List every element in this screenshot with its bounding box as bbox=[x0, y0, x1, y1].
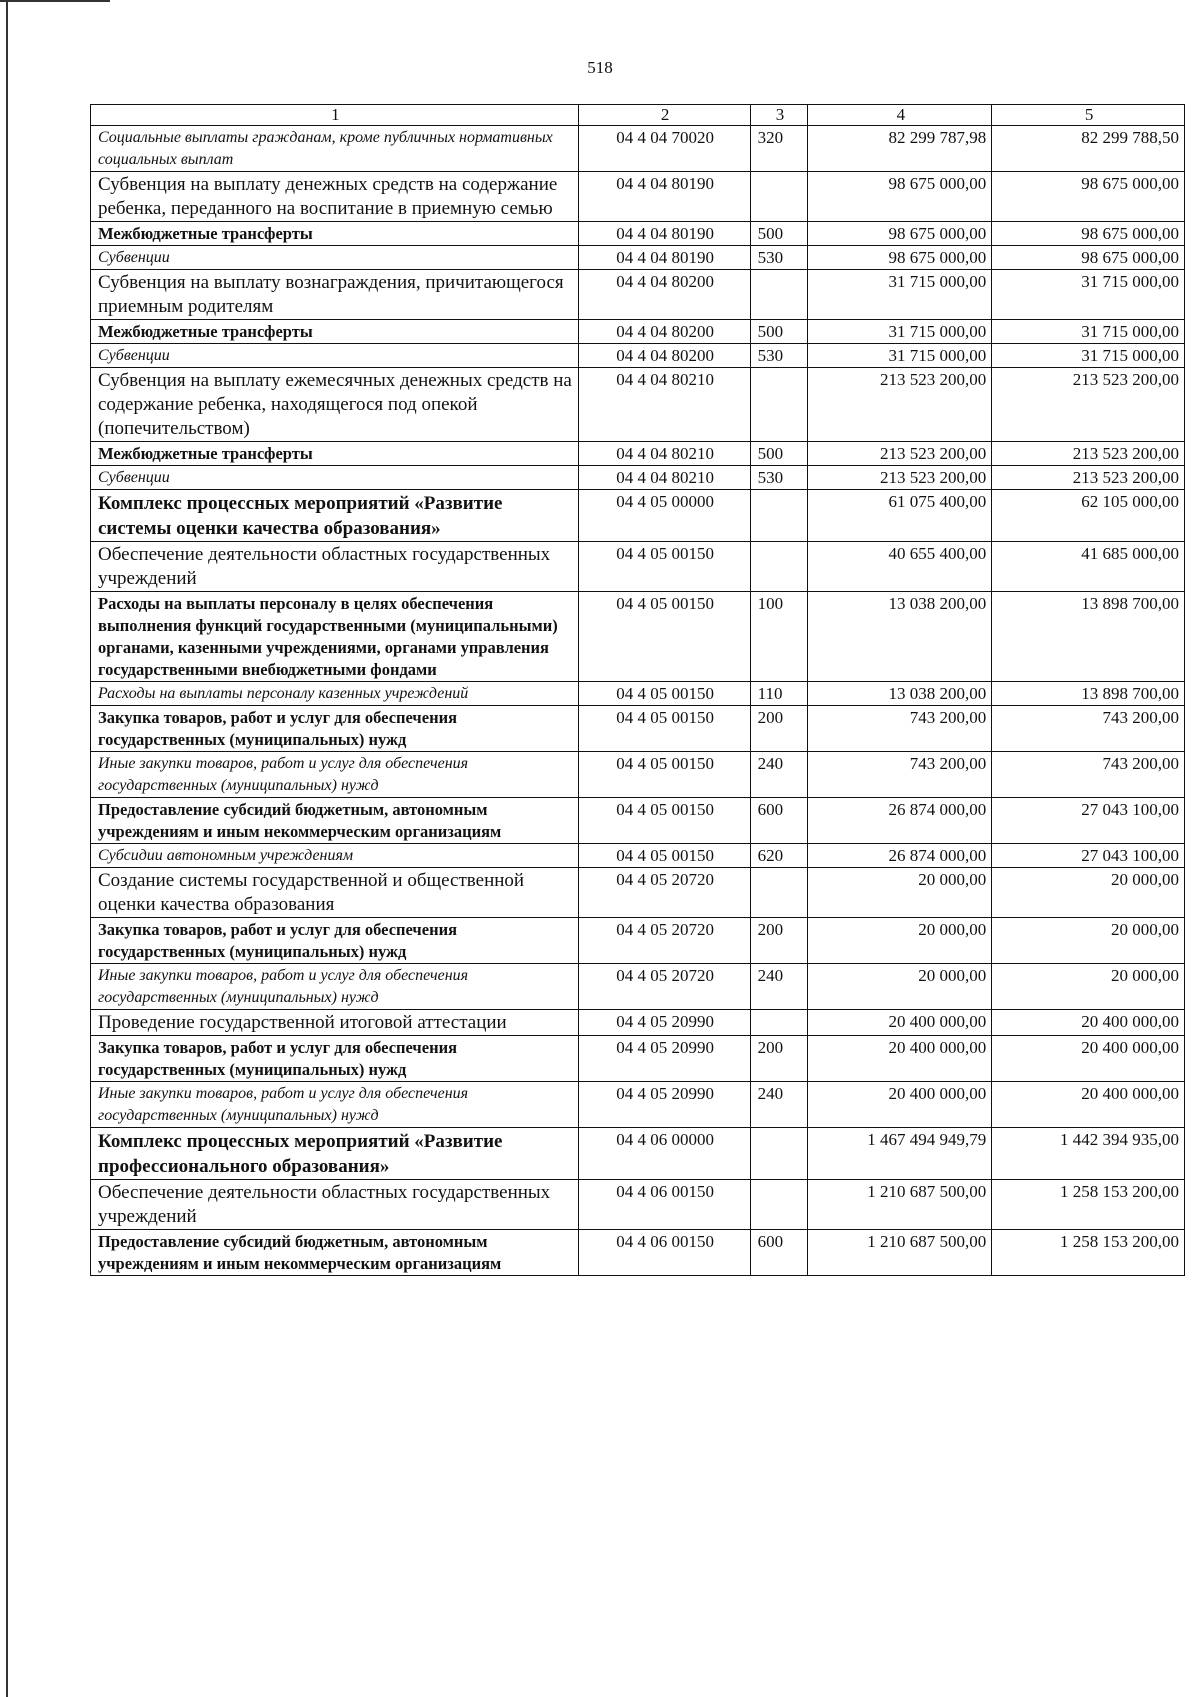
table-header-row bbox=[91, 105, 1185, 126]
row-value-col5-cell: 20 400 000,00 bbox=[992, 1082, 1185, 1128]
table-row bbox=[91, 126, 1185, 172]
row-code-cell: 04 4 05 20720 bbox=[578, 918, 750, 964]
row-type-cell: 240 bbox=[750, 964, 808, 1010]
row-value-col5-cell: 213 523 200,00 bbox=[992, 466, 1185, 490]
column-header-4: 4 bbox=[808, 105, 992, 126]
row-code-cell: 04 4 04 80200 bbox=[578, 320, 750, 344]
row-value-col4-cell: 20 400 000,00 bbox=[808, 1036, 992, 1082]
row-value-col4-cell: 743 200,00 bbox=[808, 706, 992, 752]
row-value-col4-cell: 40 655 400,00 bbox=[808, 542, 992, 592]
row-name-cell: Субсидии автономным учреждениям bbox=[91, 844, 579, 868]
row-type-cell bbox=[750, 542, 808, 592]
row-name-cell: Расходы на выплаты персоналу казенных учреждений bbox=[91, 682, 579, 706]
column-header-2: 2 bbox=[578, 105, 750, 126]
row-name-cell: Проведение государственной итоговой аттестации bbox=[91, 1010, 579, 1036]
row-type-cell: 110 bbox=[750, 682, 808, 706]
row-name-cell: Субвенция на выплату вознаграждения, причитающегося приемным родителям bbox=[91, 270, 579, 320]
row-name-cell: Субвенция на выплату денежных средств на содержание ребенка, переданного на воспитание в приемную семью bbox=[91, 172, 579, 222]
row-value-col4-cell: 1 467 494 949,79 bbox=[808, 1128, 992, 1180]
row-code-cell: 04 4 04 80210 bbox=[578, 368, 750, 442]
row-value-col5-cell: 62 105 000,00 bbox=[992, 490, 1185, 542]
row-code-cell: 04 4 04 80210 bbox=[578, 466, 750, 490]
column-header-3: 3 bbox=[750, 105, 808, 126]
row-value-col5-cell: 20 400 000,00 bbox=[992, 1010, 1185, 1036]
table-row bbox=[91, 344, 1185, 368]
row-value-col5-cell: 31 715 000,00 bbox=[992, 320, 1185, 344]
row-name-cell: Расходы на выплаты персоналу в целях обеспечения выполнения функций государственными (муниципальными) органами, казенными учреждениями, органами управления государственными внебюджетными фондами bbox=[91, 592, 579, 682]
row-code-cell: 04 4 04 80200 bbox=[578, 270, 750, 320]
row-value-col5-cell: 20 000,00 bbox=[992, 868, 1185, 918]
row-code-cell: 04 4 06 00150 bbox=[578, 1230, 750, 1276]
table-row bbox=[91, 844, 1185, 868]
column-header-5: 5 bbox=[992, 105, 1185, 126]
row-value-col4-cell: 20 000,00 bbox=[808, 964, 992, 1010]
row-name-cell: Иные закупки товаров, работ и услуг для обеспечения государственных (муниципальных) нужд bbox=[91, 964, 579, 1010]
table-row bbox=[91, 706, 1185, 752]
row-value-col5-cell: 213 523 200,00 bbox=[992, 442, 1185, 466]
row-value-col5-cell: 31 715 000,00 bbox=[992, 344, 1185, 368]
row-code-cell: 04 4 05 20720 bbox=[578, 964, 750, 1010]
table-row bbox=[91, 490, 1185, 542]
row-value-col4-cell: 743 200,00 bbox=[808, 752, 992, 798]
table-row bbox=[91, 592, 1185, 682]
row-value-col5-cell: 20 000,00 bbox=[992, 918, 1185, 964]
row-name-cell: Межбюджетные трансферты bbox=[91, 320, 579, 344]
row-value-col4-cell: 1 210 687 500,00 bbox=[808, 1180, 992, 1230]
row-value-col4-cell: 20 000,00 bbox=[808, 868, 992, 918]
row-type-cell: 620 bbox=[750, 844, 808, 868]
row-code-cell: 04 4 04 80190 bbox=[578, 222, 750, 246]
row-name-cell: Обеспечение деятельности областных государственных учреждений bbox=[91, 1180, 579, 1230]
row-type-cell: 100 bbox=[750, 592, 808, 682]
table-row bbox=[91, 868, 1185, 918]
row-type-cell: 320 bbox=[750, 126, 808, 172]
row-type-cell: 600 bbox=[750, 1230, 808, 1276]
row-code-cell: 04 4 04 70020 bbox=[578, 126, 750, 172]
row-value-col4-cell: 13 038 200,00 bbox=[808, 592, 992, 682]
row-code-cell: 04 4 04 80210 bbox=[578, 442, 750, 466]
row-code-cell: 04 4 06 00150 bbox=[578, 1180, 750, 1230]
table-row bbox=[91, 1082, 1185, 1128]
table-row bbox=[91, 270, 1185, 320]
row-code-cell: 04 4 04 80200 bbox=[578, 344, 750, 368]
row-value-col4-cell: 61 075 400,00 bbox=[808, 490, 992, 542]
row-value-col4-cell: 82 299 787,98 bbox=[808, 126, 992, 172]
row-code-cell: 04 4 05 00150 bbox=[578, 844, 750, 868]
budget-table bbox=[90, 104, 1185, 1276]
row-code-cell: 04 4 05 00150 bbox=[578, 682, 750, 706]
table-row bbox=[91, 798, 1185, 844]
row-value-col5-cell: 1 442 394 935,00 bbox=[992, 1128, 1185, 1180]
row-value-col5-cell: 98 675 000,00 bbox=[992, 172, 1185, 222]
row-value-col4-cell: 1 210 687 500,00 bbox=[808, 1230, 992, 1276]
row-type-cell: 530 bbox=[750, 466, 808, 490]
row-value-col5-cell: 13 898 700,00 bbox=[992, 682, 1185, 706]
table-row bbox=[91, 542, 1185, 592]
row-name-cell: Закупка товаров, работ и услуг для обеспечения государственных (муниципальных) нужд bbox=[91, 918, 579, 964]
row-type-cell bbox=[750, 1128, 808, 1180]
table-row bbox=[91, 1010, 1185, 1036]
table-row bbox=[91, 1128, 1185, 1180]
row-code-cell: 04 4 05 00150 bbox=[578, 542, 750, 592]
row-name-cell: Предоставление субсидий бюджетным, автономным учреждениям и иным некоммерческим организациям bbox=[91, 798, 579, 844]
row-value-col4-cell: 20 400 000,00 bbox=[808, 1082, 992, 1128]
row-value-col4-cell: 31 715 000,00 bbox=[808, 320, 992, 344]
row-name-cell: Субвенции bbox=[91, 466, 579, 490]
row-name-cell: Межбюджетные трансферты bbox=[91, 222, 579, 246]
row-value-col5-cell: 98 675 000,00 bbox=[992, 222, 1185, 246]
row-code-cell: 04 4 05 00150 bbox=[578, 752, 750, 798]
table-row bbox=[91, 172, 1185, 222]
page-number: 518 bbox=[587, 58, 613, 77]
row-value-col4-cell: 20 400 000,00 bbox=[808, 1010, 992, 1036]
table-row bbox=[91, 222, 1185, 246]
row-type-cell: 530 bbox=[750, 246, 808, 270]
row-type-cell bbox=[750, 368, 808, 442]
row-value-col4-cell: 31 715 000,00 bbox=[808, 344, 992, 368]
row-name-cell: Субвенция на выплату ежемесячных денежных средств на содержание ребенка, находящегося под опекой (попечительством) bbox=[91, 368, 579, 442]
row-type-cell bbox=[750, 868, 808, 918]
row-code-cell: 04 4 04 80190 bbox=[578, 246, 750, 270]
row-name-cell: Иные закупки товаров, работ и услуг для обеспечения государственных (муниципальных) нужд bbox=[91, 1082, 579, 1128]
table-row bbox=[91, 1230, 1185, 1276]
row-code-cell: 04 4 06 00000 bbox=[578, 1128, 750, 1180]
row-value-col4-cell: 98 675 000,00 bbox=[808, 172, 992, 222]
row-type-cell: 500 bbox=[750, 320, 808, 344]
row-value-col5-cell: 20 000,00 bbox=[992, 964, 1185, 1010]
table-row bbox=[91, 1180, 1185, 1230]
row-value-col5-cell: 27 043 100,00 bbox=[992, 798, 1185, 844]
row-name-cell: Предоставление субсидий бюджетным, автономным учреждениям и иным некоммерческим организациям bbox=[91, 1230, 579, 1276]
table-row bbox=[91, 1036, 1185, 1082]
table-row bbox=[91, 246, 1185, 270]
row-value-col5-cell: 1 258 153 200,00 bbox=[992, 1180, 1185, 1230]
row-name-cell: Иные закупки товаров, работ и услуг для обеспечения государственных (муниципальных) нужд bbox=[91, 752, 579, 798]
row-type-cell bbox=[750, 490, 808, 542]
table-row bbox=[91, 918, 1185, 964]
row-type-cell: 200 bbox=[750, 1036, 808, 1082]
row-name-cell: Создание системы государственной и общественной оценки качества образования bbox=[91, 868, 579, 918]
row-value-col4-cell: 26 874 000,00 bbox=[808, 798, 992, 844]
row-value-col4-cell: 98 675 000,00 bbox=[808, 222, 992, 246]
row-code-cell: 04 4 04 80190 bbox=[578, 172, 750, 222]
row-code-cell: 04 4 05 20990 bbox=[578, 1036, 750, 1082]
row-type-cell bbox=[750, 1010, 808, 1036]
table-row bbox=[91, 320, 1185, 344]
row-value-col5-cell: 13 898 700,00 bbox=[992, 592, 1185, 682]
row-value-col4-cell: 213 523 200,00 bbox=[808, 466, 992, 490]
row-code-cell: 04 4 05 20720 bbox=[578, 868, 750, 918]
row-value-col4-cell: 31 715 000,00 bbox=[808, 270, 992, 320]
row-value-col5-cell: 743 200,00 bbox=[992, 706, 1185, 752]
row-value-col5-cell: 82 299 788,50 bbox=[992, 126, 1185, 172]
row-code-cell: 04 4 05 00000 bbox=[578, 490, 750, 542]
row-code-cell: 04 4 05 00150 bbox=[578, 798, 750, 844]
row-type-cell: 240 bbox=[750, 752, 808, 798]
row-type-cell: 600 bbox=[750, 798, 808, 844]
row-value-col5-cell: 31 715 000,00 bbox=[992, 270, 1185, 320]
row-value-col5-cell: 20 400 000,00 bbox=[992, 1036, 1185, 1082]
row-name-cell: Межбюджетные трансферты bbox=[91, 442, 579, 466]
row-name-cell: Закупка товаров, работ и услуг для обеспечения государственных (муниципальных) нужд bbox=[91, 1036, 579, 1082]
row-type-cell bbox=[750, 172, 808, 222]
table-row bbox=[91, 752, 1185, 798]
scan-edge-top bbox=[0, 0, 110, 2]
row-type-cell: 240 bbox=[750, 1082, 808, 1128]
row-name-cell: Субвенции bbox=[91, 246, 579, 270]
row-value-col5-cell: 743 200,00 bbox=[992, 752, 1185, 798]
row-name-cell: Обеспечение деятельности областных государственных учреждений bbox=[91, 542, 579, 592]
row-type-cell: 500 bbox=[750, 442, 808, 466]
row-value-col4-cell: 26 874 000,00 bbox=[808, 844, 992, 868]
row-name-cell: Комплекс процессных мероприятий «Развитие профессионального образования» bbox=[91, 1128, 579, 1180]
row-value-col5-cell: 98 675 000,00 bbox=[992, 246, 1185, 270]
table-row bbox=[91, 682, 1185, 706]
table-row bbox=[91, 368, 1185, 442]
row-type-cell bbox=[750, 1180, 808, 1230]
table-row bbox=[91, 466, 1185, 490]
column-header-1: 1 bbox=[91, 105, 579, 126]
row-type-cell bbox=[750, 270, 808, 320]
row-name-cell: Закупка товаров, работ и услуг для обеспечения государственных (муниципальных) нужд bbox=[91, 706, 579, 752]
row-value-col5-cell: 41 685 000,00 bbox=[992, 542, 1185, 592]
table-body bbox=[91, 126, 1185, 1276]
row-value-col5-cell: 213 523 200,00 bbox=[992, 368, 1185, 442]
row-code-cell: 04 4 05 20990 bbox=[578, 1010, 750, 1036]
row-code-cell: 04 4 05 00150 bbox=[578, 706, 750, 752]
row-name-cell: Субвенции bbox=[91, 344, 579, 368]
row-name-cell: Социальные выплаты гражданам, кроме публичных нормативных социальных выплат bbox=[91, 126, 579, 172]
row-value-col5-cell: 1 258 153 200,00 bbox=[992, 1230, 1185, 1276]
table-row bbox=[91, 964, 1185, 1010]
row-code-cell: 04 4 05 00150 bbox=[578, 592, 750, 682]
row-type-cell: 200 bbox=[750, 918, 808, 964]
row-type-cell: 500 bbox=[750, 222, 808, 246]
row-value-col4-cell: 20 000,00 bbox=[808, 918, 992, 964]
row-value-col4-cell: 98 675 000,00 bbox=[808, 246, 992, 270]
row-code-cell: 04 4 05 20990 bbox=[578, 1082, 750, 1128]
row-value-col4-cell: 13 038 200,00 bbox=[808, 682, 992, 706]
scan-edge-left bbox=[6, 0, 8, 1697]
row-name-cell: Комплекс процессных мероприятий «Развитие системы оценки качества образования» bbox=[91, 490, 579, 542]
row-value-col4-cell: 213 523 200,00 bbox=[808, 442, 992, 466]
row-value-col5-cell: 27 043 100,00 bbox=[992, 844, 1185, 868]
table-row bbox=[91, 442, 1185, 466]
row-type-cell: 200 bbox=[750, 706, 808, 752]
row-type-cell: 530 bbox=[750, 344, 808, 368]
row-value-col4-cell: 213 523 200,00 bbox=[808, 368, 992, 442]
